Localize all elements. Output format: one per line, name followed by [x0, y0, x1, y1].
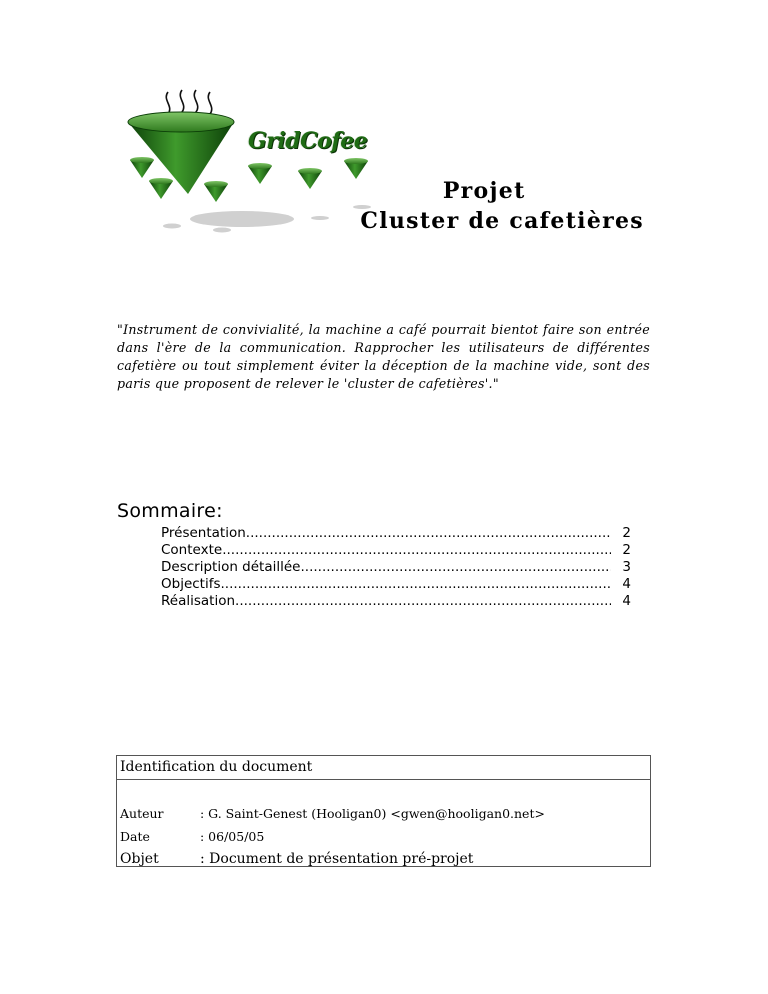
- toc-item-label: Réalisation: [161, 593, 236, 609]
- quote-text: Instrument de convivialité, la machine a café pourrait bientot faire son entrée dans l'ère de la communication. Rapprocher les utilisateurs de différentes cafetière ou tout simplement éviter la déception de la machine vide, sont des paris que proposent de relever le 'cluster de cafetières'.: [117, 322, 650, 391]
- shadow-shapes: [163, 205, 371, 233]
- toc-item[interactable]: [161, 559, 631, 576]
- quote-open-mark: ": [117, 322, 124, 337]
- toc-leader-dots: [221, 576, 611, 593]
- toc-leader-dots: [235, 593, 611, 610]
- quote-close-mark: ": [492, 376, 499, 391]
- toc-item-page: 3: [622, 559, 631, 575]
- toc-item-label: Objectifs: [161, 576, 221, 592]
- toc-item-page: 2: [622, 542, 631, 558]
- gridcofee-logo: [110, 80, 390, 240]
- table-of-contents: [161, 525, 631, 610]
- date-row: [120, 829, 264, 844]
- date-value: : 06/05/05: [200, 829, 265, 844]
- toc-item-label: Présentation: [161, 525, 246, 541]
- object-value: : Document de présentation pré-projet: [200, 851, 474, 867]
- toc-item-page: 4: [622, 593, 631, 609]
- toc-item[interactable]: [161, 542, 631, 559]
- title-line-2: Cluster de cafetières: [360, 208, 644, 234]
- identification-heading: Identification du document: [117, 756, 650, 780]
- toc-leader-dots: [300, 559, 611, 576]
- toc-item[interactable]: [161, 593, 631, 610]
- toc-item-label: Description détaillée: [161, 559, 301, 575]
- toc-item[interactable]: [161, 525, 631, 542]
- document-title: [360, 176, 644, 236]
- toc-item-page: 2: [622, 525, 631, 541]
- toc-leader-dots: [222, 542, 611, 559]
- author-value: : G. Saint-Genest (Hooligan0) <gwen@hooligan0.net>: [200, 806, 545, 821]
- toc-leader-dots: [246, 525, 611, 542]
- toc-heading: Sommaire:: [117, 500, 223, 522]
- title-line-1: Projet: [442, 178, 526, 204]
- document-identification-box: [116, 755, 651, 867]
- author-label: Auteur: [120, 806, 164, 821]
- toc-item-page: 4: [622, 576, 631, 592]
- author-row: [120, 806, 545, 821]
- object-row: [120, 851, 473, 867]
- toc-item-label: Contexte: [161, 542, 223, 558]
- object-label: Objet: [120, 851, 159, 867]
- date-label: Date: [120, 829, 150, 844]
- intro-quote: [117, 321, 650, 393]
- toc-item[interactable]: [161, 576, 631, 593]
- logo-text: GridCofee: [248, 128, 368, 154]
